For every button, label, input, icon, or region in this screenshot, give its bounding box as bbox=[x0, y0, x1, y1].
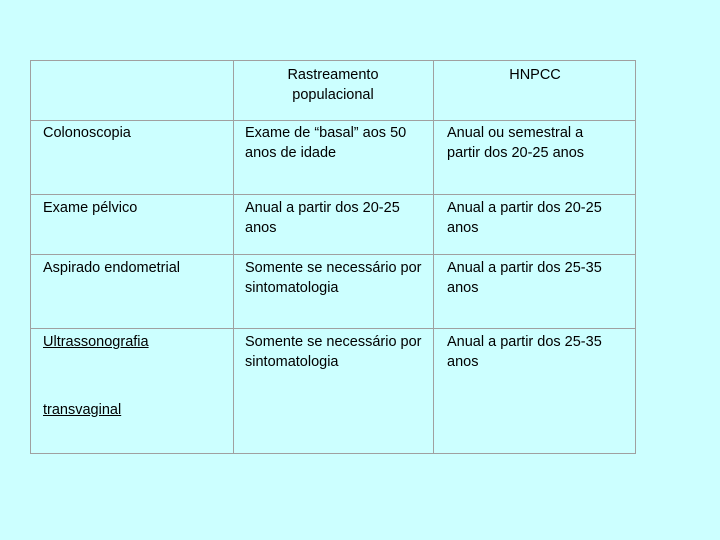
row-cell-hnpcc: Anual a partir dos 20-25 anos bbox=[447, 200, 602, 236]
row-label-aspirado-endometrial: Aspirado endometrial bbox=[43, 260, 181, 276]
row-divider bbox=[31, 328, 635, 329]
row-divider bbox=[31, 194, 635, 195]
header-populacional: Rastreamento populacional bbox=[287, 67, 379, 103]
row-cell-hnpcc: Anual a partir dos 25-35 anos bbox=[447, 334, 602, 370]
row-label-transvaginal: transvaginal bbox=[43, 402, 122, 418]
header-hnpcc: HNPCC bbox=[509, 67, 561, 83]
row-cell-populacional: Anual a partir dos 20-25 anos bbox=[245, 200, 400, 236]
row-label-ultrassonografia: Ultrassonografia bbox=[43, 334, 149, 350]
screening-table bbox=[30, 60, 636, 454]
row-cell-hnpcc: Anual ou semestral a partir dos 20-25 anos bbox=[447, 125, 585, 161]
row-cell-populacional: Exame de “basal” aos 50 anos de idade bbox=[245, 125, 407, 161]
row-label-colonoscopia: Colonoscopia bbox=[43, 125, 131, 141]
row-divider bbox=[31, 254, 635, 255]
row-cell-hnpcc: Anual a partir dos 25-35 anos bbox=[447, 260, 602, 296]
row-label-exame-pelvico: Exame pélvico bbox=[43, 200, 138, 216]
row-divider bbox=[31, 120, 635, 121]
row-cell-populacional: Somente se necessário por sintomatologia bbox=[245, 260, 422, 296]
row-cell-populacional: Somente se necessário por sintomatologia bbox=[245, 334, 422, 370]
